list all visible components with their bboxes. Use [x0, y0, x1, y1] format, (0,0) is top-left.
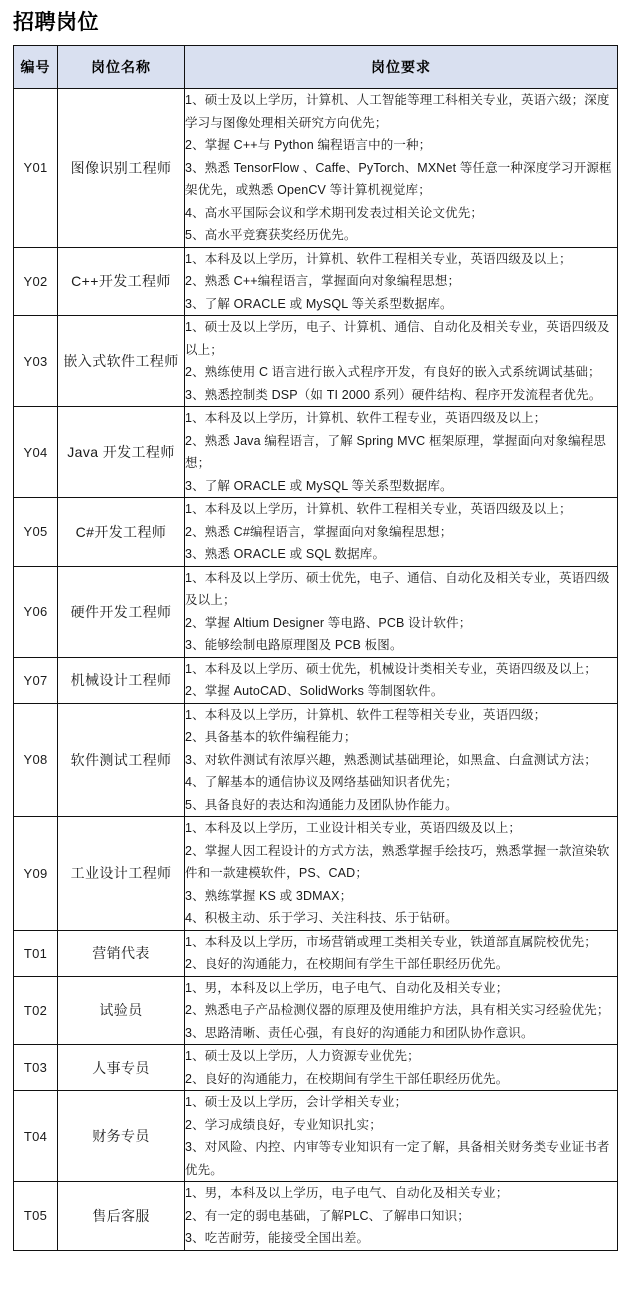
requirement-line: 3、思路清晰、责任心强，有良好的沟通能力和团队协作意识。 — [185, 1025, 534, 1040]
cell-requirements — [185, 657, 618, 703]
cell-requirements — [185, 703, 618, 817]
cell-code: Y08 — [14, 703, 58, 817]
cell-code: T01 — [14, 930, 58, 976]
cell-requirements — [185, 1091, 618, 1182]
cell-requirements — [185, 817, 618, 931]
cell-requirements — [185, 407, 618, 498]
requirement-line: 1、男，本科及以上学历，电子电气、自动化及相关专业； — [185, 980, 509, 995]
requirement-line: 3、了解 ORACLE 或 MySQL 等关系型数据库。 — [185, 296, 453, 311]
table-row — [14, 407, 618, 498]
column-header-name: 岗位名称 — [58, 46, 185, 89]
cell-requirements — [185, 1182, 618, 1251]
requirement-line: 1、硕士及以上学历，会计学相关专业； — [185, 1095, 408, 1109]
cell-requirements — [185, 1045, 618, 1091]
table-row — [14, 89, 618, 248]
cell-requirements — [185, 566, 618, 657]
cell-position-name: C++开发工程师 — [58, 247, 185, 316]
requirement-line: 1、本科及以上学历，市场营销或理工类相关专业，铁道部直属院校优先； — [185, 934, 597, 949]
cell-requirements — [185, 247, 618, 316]
table-row — [14, 316, 618, 407]
requirement-line: 1、本科及以上学历、硕士优先，机械设计类相关专业，英语四级及以上； — [185, 661, 597, 676]
table-row — [14, 1091, 618, 1182]
requirement-line: 3、能够绘制电路原理图及 PCB 板图。 — [185, 638, 403, 652]
requirement-line: 2、熟悉 C++编程语言，掌握面向对象编程思想； — [185, 274, 461, 288]
requirement-line: 2、良好的沟通能力，在校期间有学生干部任职经历优先。 — [185, 957, 509, 971]
table-body — [14, 89, 618, 1251]
cell-code: Y01 — [14, 89, 58, 248]
column-header-code: 编号 — [14, 46, 58, 89]
cell-requirements — [185, 930, 618, 976]
table-row — [14, 703, 618, 817]
column-header-requirements: 岗位要求 — [185, 46, 618, 89]
requirement-line: 5、高水平竞赛获奖经历优先。 — [185, 228, 357, 242]
requirement-line: 2、有一定的弱电基础，了解PLC、了解串口知识； — [185, 1208, 470, 1223]
requirement-line: 2、掌握 C++与 Python 编程语言中的一种； — [185, 138, 432, 152]
requirement-line: 2、学习成绩良好，专业知识扎实； — [185, 1117, 382, 1132]
table-row — [14, 930, 618, 976]
cell-position-name: 售后客服 — [58, 1182, 185, 1251]
requirement-line: 3、熟悉 TensorFlow 、Caffe、PyTorch、MXNet 等任意一种深度学习开源框架优先，或熟悉 OpenCV 等计算机视觉库； — [185, 160, 612, 197]
page-title: 招聘岗位 — [13, 11, 99, 34]
table-row — [14, 247, 618, 316]
requirement-line: 3、熟悉控制类 DSP（如 TI 2000 系列）硬件结构、程序开发流程者优先。 — [185, 387, 602, 402]
requirement-line: 2、熟悉 Java 编程语言，了解 Spring MVC 框架原理，掌握面向对象编程思想； — [185, 433, 607, 470]
requirement-line: 3、对风险、内控、内审等专业知识有一定了解，具备相关财务类专业证书者优先。 — [185, 1140, 610, 1177]
requirement-line: 2、熟悉电子产品检测仪器的原理及使用维护方法，具有相关实习经验优先； — [185, 1003, 610, 1017]
cell-code: Y04 — [14, 407, 58, 498]
table-row — [14, 657, 618, 703]
cell-requirements — [185, 316, 618, 407]
requirement-line: 2、具备基本的软件编程能力； — [185, 730, 357, 744]
requirement-line: 1、男，本科及以上学历，电子电气、自动化及相关专业； — [185, 1186, 509, 1200]
cell-position-name: 人事专员 — [58, 1045, 185, 1091]
cell-position-name: 图像识别工程师 — [58, 89, 185, 248]
cell-position-name: 机械设计工程师 — [58, 657, 185, 703]
requirement-line: 3、了解 ORACLE 或 MySQL 等关系型数据库。 — [185, 478, 453, 493]
table-header-row — [14, 46, 618, 89]
cell-code: T02 — [14, 976, 58, 1045]
cell-position-name: 软件测试工程师 — [58, 703, 185, 817]
table-row — [14, 976, 618, 1045]
requirement-line: 1、硕士及以上学历，计算机、人工智能等理工科相关专业，英语六级；深度学习与图像处理相关研究方向优先； — [185, 93, 610, 130]
requirement-line: 2、良好的沟通能力，在校期间有学生干部任职经历优先。 — [185, 1071, 509, 1086]
table-row — [14, 566, 618, 657]
cell-code: Y02 — [14, 247, 58, 316]
table-row — [14, 498, 618, 567]
cell-code: Y06 — [14, 566, 58, 657]
cell-position-name: 营销代表 — [58, 930, 185, 976]
cell-code: Y07 — [14, 657, 58, 703]
cell-code: Y09 — [14, 817, 58, 931]
requirement-line: 2、熟练使用 C 语言进行嵌入式程序开发，有良好的嵌入式系统调试基础； — [185, 365, 601, 379]
requirement-line: 1、本科及以上学历，计算机、软件工程专业，英语四级及以上； — [185, 411, 547, 425]
cell-position-name: 财务专员 — [58, 1091, 185, 1182]
cell-position-name: 嵌入式软件工程师 — [58, 316, 185, 407]
requirement-line: 3、熟悉 ORACLE 或 SQL 数据库。 — [185, 547, 386, 561]
cell-code: T04 — [14, 1091, 58, 1182]
requirement-line: 5、具备良好的表达和沟通能力及团队协作能力。 — [185, 797, 458, 812]
recruitment-positions-table — [13, 45, 618, 1251]
cell-requirements — [185, 976, 618, 1045]
table-row — [14, 1045, 618, 1091]
cell-position-name: Java 开发工程师 — [58, 407, 185, 498]
requirement-line: 3、对软件测试有浓厚兴趣，熟悉测试基础理论，如黑盒、白盒测试方法； — [185, 752, 597, 767]
requirement-line: 1、本科及以上学历，计算机、软件工程等相关专业，英语四级； — [185, 707, 547, 722]
requirement-line: 4、积极主动、乐于学习、关注科技、乐于钻研。 — [185, 911, 458, 925]
cell-code: T05 — [14, 1182, 58, 1251]
requirement-line: 1、本科及以上学历，计算机、软件工程相关专业，英语四级及以上； — [185, 251, 572, 266]
requirement-line: 1、硕士及以上学历，电子、计算机、通信、自动化及相关专业，英语四级及以上； — [185, 320, 610, 357]
requirement-line: 2、熟悉 C#编程语言，掌握面向对象编程思想； — [185, 524, 453, 539]
requirement-line: 3、熟练掌握 KS 或 3DMAX； — [185, 888, 353, 903]
table-header — [14, 46, 618, 89]
cell-code: Y05 — [14, 498, 58, 567]
table-row — [14, 817, 618, 931]
cell-position-name: 试验员 — [58, 976, 185, 1045]
requirement-line: 4、高水平国际会议和学术期刊发表过相关论文优先； — [185, 205, 484, 220]
cell-requirements — [185, 89, 618, 248]
cell-requirements — [185, 498, 618, 567]
requirement-line: 3、吃苦耐劳，能接受全国出差。 — [185, 1231, 370, 1245]
requirement-line: 1、本科及以上学历，工业设计相关专业，英语四级及以上； — [185, 821, 522, 835]
cell-position-name: 工业设计工程师 — [58, 817, 185, 931]
requirement-line: 2、掌握人因工程设计的方式方法，熟悉掌握手绘技巧，熟悉掌握一款渲染软件和一款建模软件，PS、CAD； — [185, 843, 610, 880]
cell-position-name: 硬件开发工程师 — [58, 566, 185, 657]
requirement-line: 1、硕士及以上学历，人力资源专业优先； — [185, 1049, 420, 1063]
cell-code: Y03 — [14, 316, 58, 407]
cell-code: T03 — [14, 1045, 58, 1091]
requirement-line: 2、掌握 Altium Designer 等电路、PCB 设计软件； — [185, 615, 472, 630]
requirement-line: 4、了解基本的通信协议及网络基础知识者优先； — [185, 775, 458, 789]
requirement-line: 2、掌握 AutoCAD、SolidWorks 等制图软件。 — [185, 684, 444, 698]
requirement-line: 1、本科及以上学历、硕士优先，电子、通信、自动化及相关专业，英语四级及以上； — [185, 570, 610, 607]
cell-position-name: C#开发工程师 — [58, 498, 185, 567]
requirement-line: 1、本科及以上学历，计算机、软件工程相关专业，英语四级及以上； — [185, 502, 572, 516]
table-row — [14, 1182, 618, 1251]
